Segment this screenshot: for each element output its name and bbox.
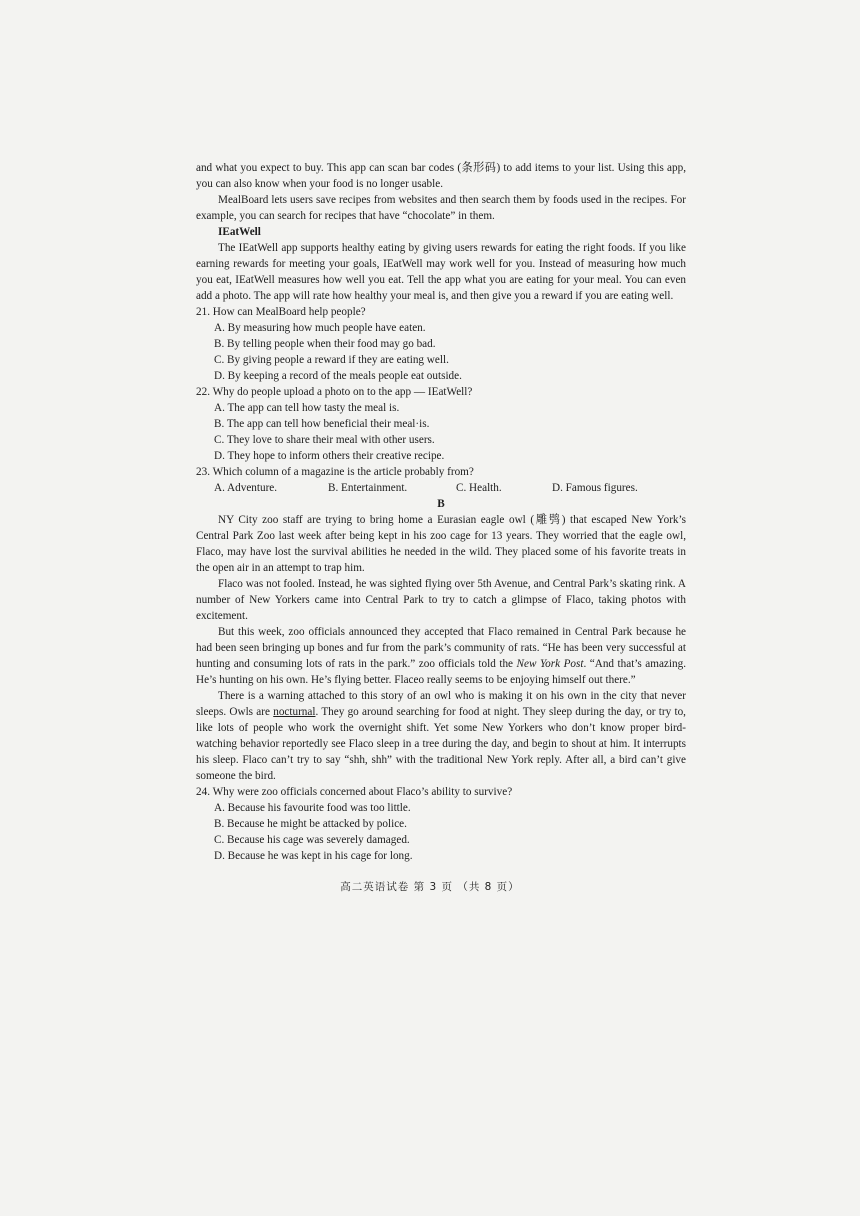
- passage-b-paragraph-4: [196, 688, 686, 784]
- question-23-option-a: A. Adventure.: [214, 482, 278, 494]
- question-22-option-b: B. The app can tell how beneficial their meal·is.: [214, 418, 430, 430]
- question-21-option-d: D. By keeping a record of the meals people eat outside.: [214, 370, 462, 382]
- passage-b-paragraph-3: [196, 624, 686, 688]
- newspaper-title: New York Post: [516, 658, 584, 670]
- underlined-word-nocturnal: nocturnal: [273, 706, 316, 718]
- question-23-option-d: D. Famous figures.: [552, 482, 638, 494]
- passage-b-paragraph-4-part-1: There is a warning attached to this story of an owl who is making it on his own in the city that never sleeps. Owls are: [196, 690, 686, 718]
- question-22-option-a: A. The app can tell how tasty the meal is.: [214, 402, 400, 414]
- page-footer: 高二英语试卷 第 3 页 （共 8 页）: [340, 881, 520, 893]
- question-21-option-a: A. By measuring how much people have eaten.: [214, 322, 426, 334]
- question-22-option-c: C. They love to share their meal with other users.: [214, 434, 435, 446]
- question-22-option-d: D. They hope to inform others their creative recipe.: [214, 450, 445, 462]
- question-24-option-d: D. Because he was kept in his cage for long.: [214, 850, 413, 862]
- question-23-option-c: C. Health.: [456, 482, 502, 494]
- passage-b-letter: B: [437, 498, 445, 510]
- question-23-option-b: B. Entertainment.: [328, 482, 408, 494]
- passage-b-paragraph-2: Flaco was not fooled. Instead, he was sighted flying over 5th Avenue, and Central Park’s skating rink. A number of New Yorkers came into Central Park to try to catch a glimpse of Flaco, taking photos with excitement.: [196, 578, 686, 622]
- passage-b-paragraph-4-part-2: . They go around searching for food at night. They sleep during the day, or try to, like lots of people who work the overnight shift. Yet some New Yorkers who don’t know proper bird-watching behavior reportedly see Flaco sleep in a tree during the day, and begin to shout at him. It interrupts his sleep. Flaco can’t try to say “shh, shh” with the traditional New York reply. After all, a bird can’t give someone the bird.: [196, 706, 686, 782]
- question-22-stem: 22. Why do people upload a photo on to the app — IEatWell?: [196, 386, 473, 398]
- question-21-option-c: C. By giving people a reward if they are eating well.: [214, 354, 449, 366]
- question-24-option-b: B. Because he might be attacked by police.: [214, 818, 407, 830]
- question-24-option-c: C. Because his cage was severely damaged.: [214, 834, 410, 846]
- passage-a-paragraph-ieatwell: The IEatWell app supports healthy eating by giving users rewards for eating the right foods. If you like earning rewards for meeting your goals, IEatWell may work well for you. Instead of measuring how much you eat, IEatWell measures how well you eat. Tell the app what you are eating for your meal. You can even add a photo. The app will rate how healthy your meal is, and then give you a reward if you are eating well.: [196, 242, 686, 302]
- passage-b-paragraph-3-part-1: But this week, zoo officials announced they accepted that Flaco remained in Central Park because he had been seen bringing up bones and fur from the park’s community of rats. “He has been very successful at hunting and consuming lots of rats in the park.” zoo officials told the: [196, 626, 686, 670]
- exam-page-content: [196, 160, 686, 864]
- passage-a-paragraph-mealboard: MealBoard lets users save recipes from websites and then search them by foods used in the recipes. For example, you can search for recipes that have “chocolate” in them.: [196, 194, 686, 222]
- question-21-option-b: B. By telling people when their food may go bad.: [214, 338, 436, 350]
- passage-b-paragraph-3-part-2: . “And that’s amazing. He’s hunting on his own. He’s flying better. Flaceo really seems to be enjoying himself out there.”: [196, 658, 686, 686]
- question-24-option-a: A. Because his favourite food was too little.: [214, 802, 411, 814]
- question-24-stem: 24. Why were zoo officials concerned about Flaco’s ability to survive?: [196, 786, 513, 798]
- question-21-stem: 21. How can MealBoard help people?: [196, 306, 366, 318]
- ieatwell-heading: IEatWell: [218, 226, 261, 238]
- passage-a-paragraph-1-continued: and what you expect to buy. This app can scan bar codes (条形码) to add items to your list. Using this app, you can also know when your food is no longer usable.: [196, 162, 686, 190]
- passage-b-paragraph-1: NY City zoo staff are trying to bring home a Eurasian eagle owl (雕鸮) that escaped New York’s Central Park Zoo last week after being kept in his zoo cage for 13 years. They worried that the eagle owl, Flaco, may have lost the survival abilities he needed in the wild. They placed some of his favorite treats in the open air in an attempt to trap him.: [196, 514, 686, 574]
- question-23-options: [214, 480, 686, 496]
- question-23-stem: 23. Which column of a magazine is the article probably from?: [196, 466, 474, 478]
